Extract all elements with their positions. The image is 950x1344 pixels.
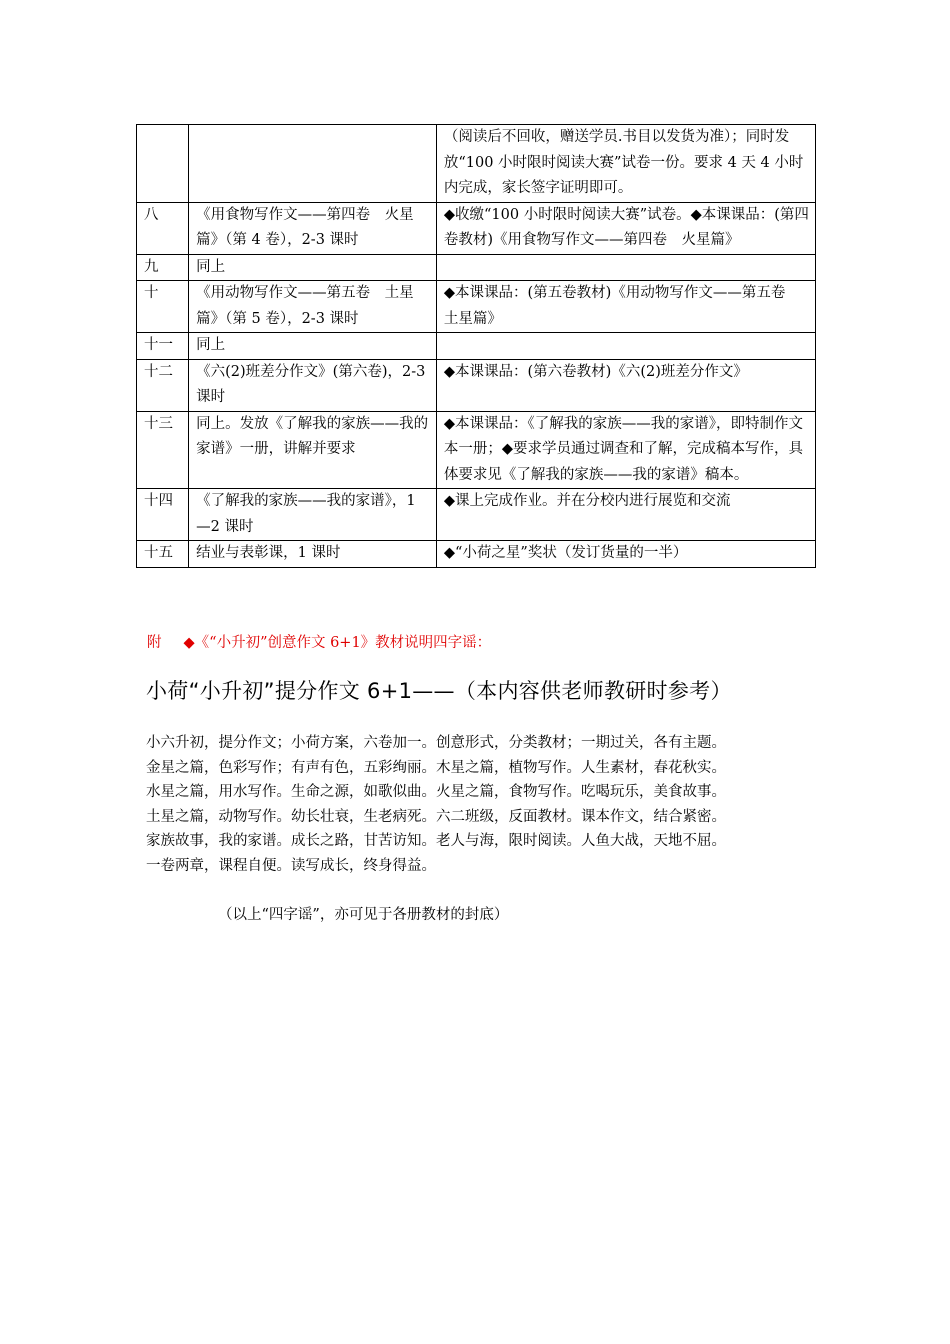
lesson-number-cell: 十五 — [137, 541, 189, 568]
rhyme-line: 水星之篇，用水写作。生命之源，如歌似曲。火星之篇，食物写作。吃喝玩乐，美食故事。 — [146, 784, 726, 801]
four-character-rhyme — [146, 731, 826, 879]
table-row — [137, 359, 816, 411]
lesson-number-cell: 十三 — [137, 411, 189, 489]
lesson-note-cell: ◆本课课品：(第五卷教材)《用动物写作文——第五卷 土星篇》 — [436, 281, 815, 333]
lesson-number-cell: 十二 — [137, 359, 189, 411]
lesson-note-cell: ◆“小荷之星”奖状（发订货量的一半） — [436, 541, 815, 568]
table-row — [137, 333, 816, 360]
lesson-number-cell: 十四 — [137, 489, 189, 541]
lesson-number-cell: 八 — [137, 202, 189, 254]
footnote: （以上“四字谣”，亦可见于各册教材的封底） — [218, 907, 509, 923]
lesson-content-cell: 《六(2)班差分作文》(第六卷)，2-3 课时 — [189, 359, 437, 411]
lesson-note-cell: ◆本课课品：《了解我的家族——我的家谱》，即特制作文本一册；◆要求学员通过调查和了解，完成稿本写作，具体要求见《了解我的家族——我的家谱》稿本。 — [436, 411, 815, 489]
lesson-content-cell: 同上 — [189, 254, 437, 281]
lesson-note-cell: ◆收缴“100 小时限时阅读大赛”试卷。◆本课课品：(第四卷教材)《用食物写作文——第四卷 火星篇》 — [436, 202, 815, 254]
lesson-content-cell: 《了解我的家族——我的家谱》，1—2 课时 — [189, 489, 437, 541]
lesson-number-cell: 九 — [137, 254, 189, 281]
lesson-content-cell — [189, 125, 437, 203]
table-row — [137, 254, 816, 281]
lesson-number-cell: 十 — [137, 281, 189, 333]
lesson-content-cell: 同上。发放《了解我的家族——我的家谱》一册，讲解并要求 — [189, 411, 437, 489]
lesson-schedule-table — [136, 124, 816, 568]
table-row — [137, 202, 816, 254]
section-heading: 小荷“小升初”提分作文 6+1——（本内容供老师教研时参考） — [146, 679, 732, 703]
lesson-note-cell — [436, 254, 815, 281]
rhyme-line: 土星之篇，动物写作。幼长壮衰，生老病死。六二班级，反面教材。课本作文，结合紧密。 — [146, 808, 726, 825]
table-row — [137, 411, 816, 489]
rhyme-line: 小六升初，提分作文；小荷方案，六卷加一。创意形式，分类教材；一期过关，各有主题。 — [146, 735, 726, 751]
lesson-note-cell: ◆本课课品：(第六卷教材)《六(2)班差分作文》 — [436, 359, 815, 411]
appendix-note — [147, 632, 491, 654]
table-row — [137, 281, 816, 333]
rhyme-line: 一卷两章，课程自便。读写成长，终身得益。 — [146, 857, 436, 874]
table-row — [137, 541, 816, 568]
lesson-number-cell: 十一 — [137, 333, 189, 360]
lesson-content-cell: 同上 — [189, 333, 437, 360]
table-row — [137, 489, 816, 541]
appendix-text: ◆《“小升初”创意作文 6+1》教材说明四字谣： — [183, 635, 492, 651]
table-row — [137, 125, 816, 203]
lesson-number-cell — [137, 125, 189, 203]
lesson-note-cell: ◆课上完成作业。并在分校内进行展览和交流 — [436, 489, 815, 541]
lesson-note-cell — [436, 333, 815, 360]
rhyme-line: 金星之篇，色彩写作；有声有色，五彩绚丽。木星之篇，植物写作。人生素材，春花秋实。 — [146, 759, 726, 776]
appendix-label: 附 — [147, 635, 162, 651]
lesson-content-cell: 《用食物写作文——第四卷 火星篇》（第 4 卷），2-3 课时 — [189, 202, 437, 254]
lesson-note-cell: （阅读后不回收，赠送学员.书目以发货为准）；同时发放“100 小时限时阅读大赛”试卷一份。要求 4 天 4 小时内完成，家长签字证明即可。 — [436, 125, 815, 203]
lesson-content-cell: 《用动物写作文——第五卷 土星篇》（第 5 卷），2-3 课时 — [189, 281, 437, 333]
lesson-content-cell: 结业与表彰课，1 课时 — [189, 541, 437, 568]
rhyme-line: 家族故事，我的家谱。成长之路，甘苦访知。老人与海，限时阅读。人鱼大战，天地不屈。 — [146, 833, 726, 850]
